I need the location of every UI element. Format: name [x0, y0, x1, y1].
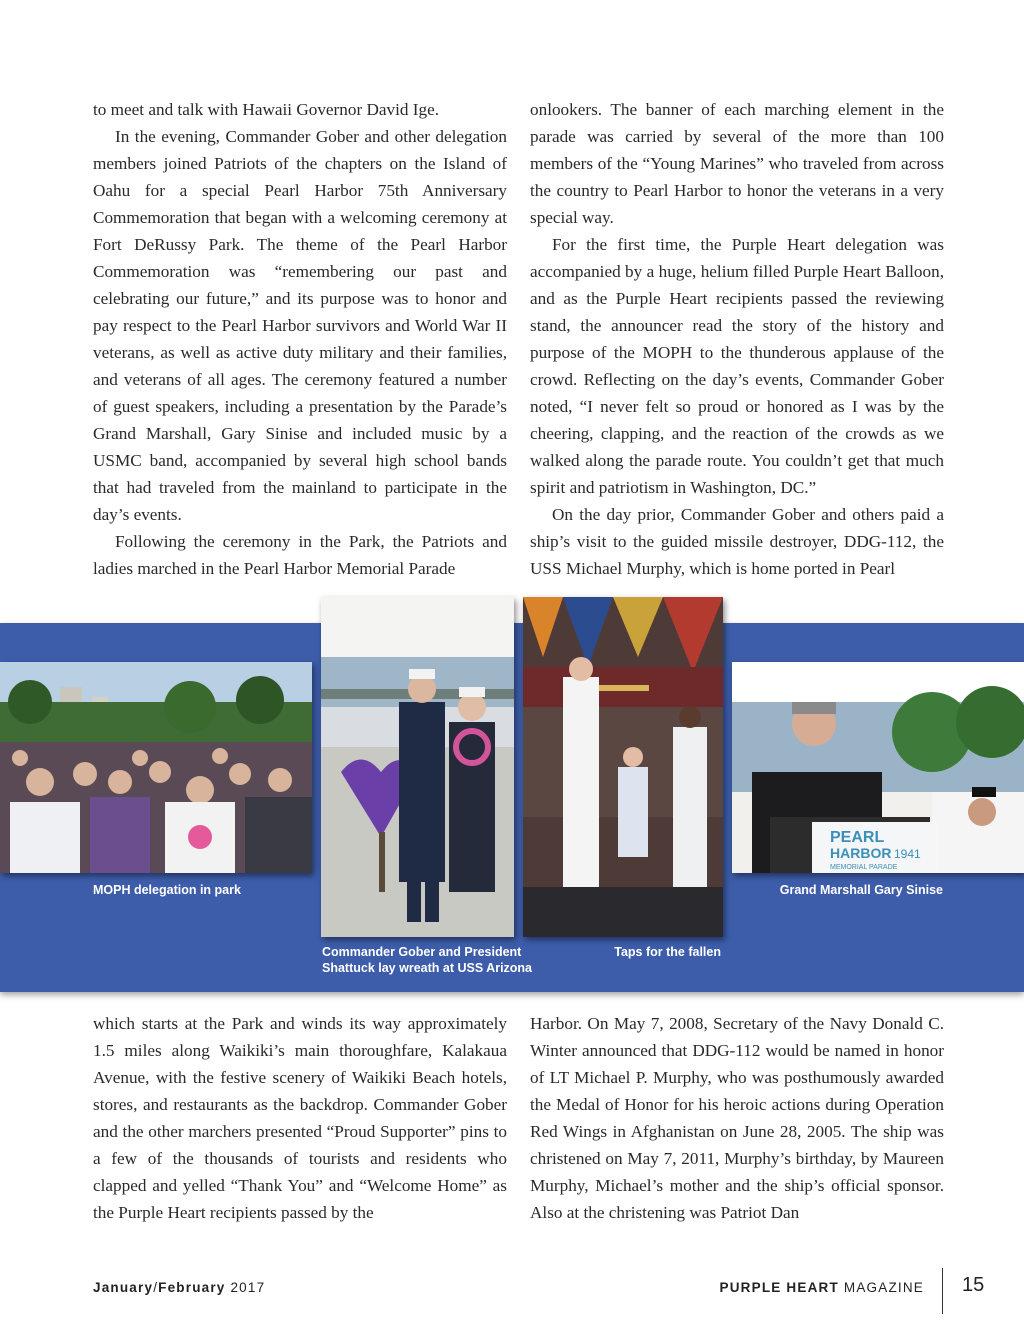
- page-number: 15: [962, 1274, 985, 1296]
- paragraph: to meet and talk with Hawaii Governor David Ige.: [93, 100, 440, 119]
- photo-moph-delegation: [0, 662, 312, 873]
- podium-year: 1941: [894, 847, 921, 861]
- caption-taps: Taps for the fallen: [614, 945, 721, 959]
- caption-moph-delegation: MOPH delegation in park: [93, 883, 241, 897]
- paragraph: onlookers. The banner of each marching element in the parade was carried by several of the more than 100 members of the “Young Marines” who traveled from across the country to Pearl Harbor to honor the veterans in a very special way.: [530, 100, 944, 227]
- footer-magazine-name: [720, 1280, 924, 1295]
- podium-text: HARBOR: [830, 845, 892, 861]
- footer-month-2: February: [158, 1280, 226, 1295]
- podium-text: MEMORIAL PARADE: [830, 864, 898, 871]
- paragraph: For the first time, the Purple Heart delegation was accompanied by a huge, helium filled Purple Heart Balloon, and as the Purple Heart recipients passed the reviewing stand, the announcer read the story of the history and purpose of the MOPH to the thunderous applause of the crowd. Reflecting on the day’s events, Commander Gober noted, “I never felt so proud or honored as I was by the cheering, clapping, and the reaction of the crowds as we walked along the parade route. You couldn’t get that much spirit and patriotism in Washington, DC.”: [530, 235, 944, 497]
- footer-year: 2017: [225, 1280, 266, 1295]
- caption-line: Shattuck lay wreath at USS Arizona: [322, 961, 533, 975]
- article-column-top-right: [530, 96, 944, 582]
- podium-text: PEARL: [830, 829, 885, 846]
- caption-grand-marshall: Grand Marshall Gary Sinise: [779, 883, 943, 897]
- caption-line: Commander Gober and President: [322, 945, 522, 959]
- photo-taps-for-the-fallen: [523, 597, 723, 937]
- article-column-bottom-left: [93, 1010, 507, 1226]
- footer-mag-bold: PURPLE HEART: [719, 1280, 839, 1295]
- footer-date-separator: /: [153, 1280, 159, 1295]
- article-column-top-left: [93, 96, 507, 582]
- footer-issue-date: [93, 1280, 265, 1295]
- article-column-bottom-right: [530, 1010, 944, 1226]
- footer-mag-rest: MAGAZINE: [838, 1280, 924, 1295]
- paragraph: which starts at the Park and winds its way approximately 1.5 miles along Waikiki’s main thoroughfare, Kalakaua Avenue, with the festive scenery of Waikiki Beach hotels, stores, and restaurants as the backdrop. Commander Gober and the other marchers presented “Proud Supporter” pins to a few of the thousands of tourists and residents who clapped and yelled “Thank You” and “Welcome Home” as the Purple Heart recipients passed by the: [93, 1014, 507, 1222]
- footer-month: January: [93, 1280, 154, 1295]
- caption-wreath: [322, 944, 542, 976]
- photo-wreath-uss-arizona: [321, 597, 514, 937]
- paragraph: Harbor. On May 7, 2008, Secretary of the Navy Donald C. Winter announced that DDG-112 would be named in honor of LT Michael P. Murphy, who was posthumously awarded the Medal of Honor for his heroic actions during Operation Red Wings in Afghanistan on June 28, 2005. The ship was christened on May 7, 2011, Murphy’s birthday, by Maureen Murphy, Michael’s mother and the ship’s official sponsor. Also at the christening was Patriot Dan: [530, 1014, 944, 1222]
- footer-divider: [942, 1268, 943, 1314]
- paragraph: In the evening, Commander Gober and other delegation members joined Patriots of the chapters on the Island of Oahu for a special Pearl Harbor 75th Anniversary Commemoration that began with a welcoming ceremony at Fort DeRussy Park. The theme of the Pearl Harbor Commemoration was “remembering our past and celebrating our future,” and its purpose was to honor and pay respect to the Pearl Harbor survivors and World War II veterans, as well as active duty military and their families, and veterans of all ages. The ceremony featured a number of guest speakers, including a presentation by the Parade’s Grand Marshall, Gary Sinise and included music by a USMC band, accompanied by several high school bands that had traveled from the mainland to participate in the day’s events.: [93, 127, 507, 524]
- photo-grand-marshall: [732, 662, 1024, 873]
- paragraph: On the day prior, Commander Gober and others paid a ship’s visit to the guided missile destroyer, DDG-112, the USS Michael Murphy, which is home ported in Pearl: [530, 505, 944, 578]
- paragraph: Following the ceremony in the Park, the Patriots and ladies marched in the Pearl Harbor Memorial Parade: [93, 532, 507, 578]
